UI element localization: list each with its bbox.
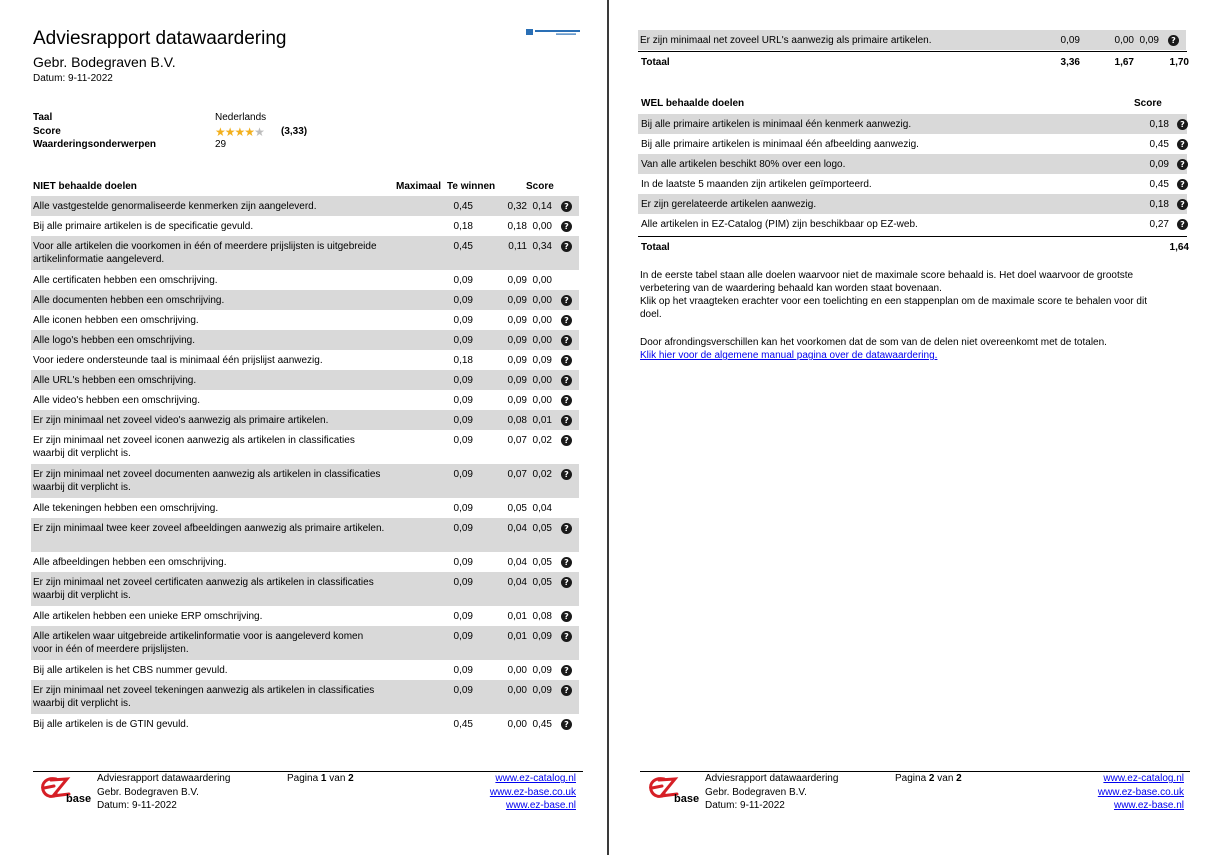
table-row: [31, 216, 579, 236]
question-circle-icon[interactable]: ?: [561, 415, 572, 426]
goal-label: Bij alle artikelen is het CBS nummer gevuld.: [33, 665, 228, 676]
goal-max: 0,09: [453, 665, 473, 676]
table-row: [31, 518, 579, 552]
report-date: Datum: 9-11-2022: [33, 73, 113, 84]
goal-score: 0,45: [1149, 179, 1169, 190]
goal-win: 0,00: [1114, 35, 1134, 46]
notes-paragraph-2: Klik op het vraagteken erachter voor een toelichting en een stappenplan om de maximale score te behalen voor dit doel.: [640, 296, 1147, 320]
goal-score: 0,45: [1149, 139, 1169, 150]
niet-total-score: 1,70: [1169, 57, 1189, 68]
subjects-label: Waarderingsonderwerpen: [33, 139, 156, 150]
question-circle-icon[interactable]: ?: [561, 469, 572, 480]
goal-win: 0,09: [507, 275, 527, 286]
goal-max: 0,09: [453, 295, 473, 306]
footer-link-ez-catalog[interactable]: www.ez-catalog.nl: [495, 773, 576, 784]
wel-column-header-score: Score: [1134, 98, 1162, 109]
question-circle-icon[interactable]: ?: [561, 631, 572, 642]
table-row: [31, 680, 579, 714]
goal-score: 0,09: [532, 355, 552, 366]
goal-max: 0,09: [453, 435, 473, 446]
goal-label: Bij alle primaire artikelen is de specificatie gevuld.: [33, 221, 254, 232]
goal-score: 0,09: [532, 665, 552, 676]
goal-win: 0,11: [508, 241, 527, 252]
question-circle-icon[interactable]: ?: [561, 355, 572, 366]
wel-table-total-row: [638, 236, 1187, 254]
wel-total-score: 1,64: [1169, 242, 1189, 253]
question-circle-icon[interactable]: ?: [561, 523, 572, 534]
goal-max: 0,09: [453, 375, 473, 386]
goal-label: Alle documenten hebben een omschrijving.: [33, 295, 225, 306]
niet-table-header: [33, 181, 578, 195]
score-label: Score: [33, 126, 61, 137]
goal-label: Er zijn minimaal net zoveel certificaten aanwezig als artikelen in classificaties waarbij dit verplicht is.: [33, 577, 374, 601]
goal-score: 0,00: [532, 295, 552, 306]
table-row: [638, 30, 1186, 50]
question-circle-icon[interactable]: ?: [561, 315, 572, 326]
wel-table-header: [640, 98, 1189, 112]
goal-score: 0,00: [532, 395, 552, 406]
table-row: [31, 410, 579, 430]
niet-table-total-row: [638, 51, 1187, 69]
goal-max: 0,09: [453, 557, 473, 568]
footer-date: Datum: 9-11-2022: [97, 800, 177, 811]
goal-max: 0,09: [453, 415, 473, 426]
goal-score: 0,14: [532, 201, 552, 212]
goal-score: 0,00: [532, 275, 552, 286]
goal-score: 0,00: [532, 221, 552, 232]
footer-company: Gebr. Bodegraven B.V.: [97, 787, 199, 798]
goal-score: 0,05: [532, 577, 552, 588]
question-circle-icon[interactable]: ?: [1177, 159, 1188, 170]
question-circle-icon[interactable]: ?: [561, 295, 572, 306]
goal-max: 0,09: [453, 577, 473, 588]
footer-title: Adviesrapport datawaardering: [97, 773, 231, 784]
table-row: [638, 114, 1187, 134]
goal-win: 0,32: [507, 201, 527, 212]
goal-score: 0,02: [532, 435, 552, 446]
goal-score: 0,34: [532, 241, 552, 252]
goal-score: 0,27: [1149, 219, 1169, 230]
table-row: [31, 552, 579, 572]
table-row: [638, 154, 1187, 174]
goal-label: Alle artikelen in EZ-Catalog (PIM) zijn beschikbaar op EZ-web.: [641, 219, 918, 230]
goal-label: Voor alle artikelen die voorkomen in één of meerdere prijslijsten is uitgebreide artikelinformatie aangeleverd.: [33, 241, 377, 265]
goal-score: 0,45: [532, 719, 552, 730]
goal-win: 0,04: [507, 577, 527, 588]
table-row: [31, 310, 579, 330]
svg-text:base: base: [66, 793, 92, 805]
goal-win: 0,09: [507, 355, 527, 366]
goal-score: 0,18: [1149, 199, 1169, 210]
goal-max: 0,09: [453, 503, 473, 514]
question-circle-icon[interactable]: ?: [561, 665, 572, 676]
goal-label: Bij alle primaire artikelen is minimaal één kenmerk aanwezig.: [641, 119, 912, 130]
question-circle-icon[interactable]: ?: [561, 241, 572, 252]
goal-label: Alle artikelen waar uitgebreide artikelinformatie voor is aangeleverd komen voor in één of meerdere prijslijsten.: [33, 631, 364, 655]
goal-score: 0,09: [1149, 159, 1169, 170]
goal-max: 0,09: [453, 611, 473, 622]
goal-score: 0,08: [532, 611, 552, 622]
table-row: [31, 660, 579, 680]
goal-score: 0,05: [532, 523, 552, 534]
star-icon: ★: [224, 125, 235, 139]
table-row: [31, 464, 579, 498]
goal-label: Er zijn minimaal net zoveel video's aanwezig als primaire artikelen.: [33, 415, 329, 426]
table-row: [31, 626, 579, 660]
notes-paragraph-3: Door afrondingsverschillen kan het voorkomen dat de som van de delen niet overeenkomt met de totalen.: [640, 337, 1107, 348]
goal-win: 0,08: [507, 415, 527, 426]
goal-win: 0,01: [507, 611, 527, 622]
goal-label: Bij alle artikelen is de GTIN gevuld.: [33, 719, 189, 730]
goal-label: Er zijn minimaal net zoveel tekeningen aanwezig als artikelen in classificaties waarbij dit verplicht is.: [33, 685, 375, 709]
goal-label: Voor iedere ondersteunde taal is minimaal één prijslijst aanwezig.: [33, 355, 323, 366]
goal-max: 0,45: [453, 241, 473, 252]
goal-win: 0,00: [507, 665, 527, 676]
goal-win: 0,09: [507, 315, 527, 326]
manual-page-link[interactable]: Klik hier voor de algemene manual pagina over de datawaardering.: [640, 350, 938, 361]
table-row: [31, 370, 579, 390]
question-circle-icon[interactable]: ?: [1177, 179, 1188, 190]
question-circle-icon[interactable]: ?: [561, 221, 572, 232]
goal-max: 0,09: [453, 685, 473, 696]
table-row: [31, 330, 579, 350]
niet-total-max: 3,36: [1060, 57, 1080, 68]
table-row: [31, 236, 579, 270]
goal-max: 0,09: [453, 395, 473, 406]
column-header-score: Score: [526, 181, 554, 192]
question-circle-icon[interactable]: ?: [561, 395, 572, 406]
question-circle-icon[interactable]: ?: [1168, 35, 1179, 46]
footer-page-number: Pagina 2 van 2: [895, 773, 962, 784]
language-label: Taal: [33, 112, 53, 123]
table-row: [31, 390, 579, 410]
goal-win: 0,07: [507, 435, 527, 446]
ez-base-logo-icon: [645, 774, 701, 810]
goal-score: 0,02: [532, 469, 552, 480]
footer-company: Gebr. Bodegraven B.V.: [705, 787, 807, 798]
subjects-value: 29: [215, 139, 227, 150]
goal-win: 0,09: [507, 395, 527, 406]
question-circle-icon[interactable]: ?: [1177, 139, 1188, 150]
goal-max: 0,45: [453, 201, 473, 212]
svg-text:base: base: [674, 793, 700, 805]
table-row: [31, 498, 579, 518]
goal-label: Alle iconen hebben een omschrijving.: [33, 315, 199, 326]
goal-label: Alle afbeeldingen hebben een omschrijving.: [33, 557, 227, 568]
goal-max: 0,09: [453, 335, 473, 346]
star-rating: [215, 125, 264, 139]
goal-label: Er zijn minimaal twee keer zoveel afbeeldingen aanwezig als primaire artikelen.: [33, 523, 385, 534]
question-circle-icon[interactable]: ?: [561, 557, 572, 568]
question-circle-icon[interactable]: ?: [561, 685, 572, 696]
goal-win: 0,01: [507, 631, 527, 642]
ez-base-logo-icon: [37, 774, 93, 810]
goal-max: 0,18: [453, 355, 473, 366]
goal-score: 0,18: [1149, 119, 1169, 130]
goal-max: 0,09: [1060, 35, 1080, 46]
star-half-icon: ★: [244, 125, 255, 139]
footer-link-ez-catalog[interactable]: www.ez-catalog.nl: [1103, 773, 1184, 784]
question-circle-icon[interactable]: ?: [561, 335, 572, 346]
table-row: [638, 134, 1187, 154]
wel-table-title: WEL behaalde doelen: [641, 98, 745, 109]
goal-label: Er zijn minimaal net zoveel URL's aanwezig als primaire artikelen.: [640, 35, 932, 46]
question-circle-icon[interactable]: ?: [1177, 119, 1188, 130]
question-circle-icon[interactable]: ?: [561, 435, 572, 446]
goal-score: 0,09: [1139, 35, 1159, 46]
goal-label: Alle video's hebben een omschrijving.: [33, 395, 201, 406]
question-circle-icon[interactable]: ?: [561, 577, 572, 588]
score-value: (3,33): [281, 126, 308, 137]
table-row: [31, 430, 579, 464]
goal-score: 0,00: [532, 335, 552, 346]
goal-win: 0,00: [507, 719, 527, 730]
goal-label: In de laatste 5 maanden zijn artikelen geïmporteerd.: [641, 179, 872, 190]
goal-win: 0,00: [507, 685, 527, 696]
goal-label: Er zijn minimaal net zoveel iconen aanwezig als artikelen in classificaties waarbij dit verplicht is.: [33, 435, 355, 459]
footer-date: Datum: 9-11-2022: [705, 800, 785, 811]
table-row: [31, 606, 579, 626]
goal-win: 0,09: [507, 295, 527, 306]
table-row: [31, 196, 579, 216]
goal-score: 0,05: [532, 557, 552, 568]
star-icon: ★: [215, 125, 225, 139]
goal-label: Alle URL's hebben een omschrijving.: [33, 375, 197, 386]
question-circle-icon[interactable]: ?: [1177, 219, 1188, 230]
star-icon: ★: [254, 125, 264, 139]
goal-max: 0,09: [453, 275, 473, 286]
goal-win: 0,18: [507, 221, 527, 232]
column-header-win: Te winnen: [447, 181, 496, 192]
goal-max: 0,09: [453, 523, 473, 534]
table-row: [31, 572, 579, 606]
goal-score: 0,00: [532, 315, 552, 326]
table-row: [638, 214, 1187, 234]
report-title: Adviesrapport datawaardering: [33, 28, 287, 49]
ez-base-mini-logo-icon: [526, 29, 581, 36]
footer-link-ez-base-nl[interactable]: www.ez-base.nl: [505, 800, 576, 811]
question-circle-icon[interactable]: ?: [561, 375, 572, 386]
footer-link-ez-base-uk[interactable]: www.ez-base.co.uk: [489, 787, 576, 798]
table-row: [31, 714, 579, 734]
goal-max: 0,09: [453, 469, 473, 480]
goal-score: 0,04: [532, 503, 552, 514]
goal-label: Alle vastgestelde genormaliseerde kenmerken zijn aangeleverd.: [33, 201, 317, 212]
question-circle-icon[interactable]: ?: [561, 719, 572, 730]
report-page-2: [609, 0, 1213, 855]
table-row: [638, 194, 1187, 214]
goal-label: Alle logo's hebben een omschrijving.: [33, 335, 196, 346]
goal-score: 0,01: [532, 415, 552, 426]
table-row: [31, 290, 579, 310]
question-circle-icon[interactable]: ?: [561, 611, 572, 622]
column-header-max: Maximaal: [396, 181, 442, 192]
star-icon: ★: [234, 125, 245, 139]
footer-page-number: Pagina 1 van 2: [287, 773, 354, 784]
language-value: Nederlands: [215, 112, 267, 123]
footer-title: Adviesrapport datawaardering: [705, 773, 839, 784]
table-row: [638, 174, 1187, 194]
goal-score: 0,09: [532, 685, 552, 696]
goal-label: Alle certificaten hebben een omschrijving.: [33, 275, 218, 286]
niet-table-title: NIET behaalde doelen: [33, 181, 137, 192]
table-row: [31, 350, 579, 370]
goal-label: Er zijn gerelateerde artikelen aanwezig.: [641, 199, 817, 210]
table-row: [31, 270, 579, 290]
goal-label: Alle tekeningen hebben een omschrijving.: [33, 503, 219, 514]
goal-win: 0,04: [507, 557, 527, 568]
footer-link-ez-base-nl[interactable]: www.ez-base.nl: [1113, 800, 1184, 811]
goal-max: 0,09: [453, 631, 473, 642]
goal-max: 0,09: [453, 315, 473, 326]
footer-link-ez-base-uk[interactable]: www.ez-base.co.uk: [1097, 787, 1184, 798]
wel-total-label: Totaal: [641, 242, 670, 253]
niet-total-label: Totaal: [641, 57, 670, 68]
goal-max: 0,18: [453, 221, 473, 232]
goal-win: 0,05: [507, 503, 527, 514]
goal-label: Alle artikelen hebben een unieke ERP omschrijving.: [33, 611, 263, 622]
company-name: Gebr. Bodegraven B.V.: [33, 54, 176, 70]
goal-max: 0,45: [453, 719, 473, 730]
goal-label: Bij alle primaire artikelen is minimaal één afbeelding aanwezig.: [641, 139, 919, 150]
goal-win: 0,09: [507, 335, 527, 346]
question-circle-icon[interactable]: ?: [1177, 199, 1188, 210]
goal-win: 0,07: [507, 469, 527, 480]
goal-label: Er zijn minimaal net zoveel documenten aanwezig als artikelen in classificaties waarbij dit verplicht is.: [33, 469, 381, 493]
goal-score: 0,00: [532, 375, 552, 386]
niet-total-win: 1,67: [1114, 57, 1134, 68]
goal-win: 0,04: [507, 523, 527, 534]
goal-win: 0,09: [507, 375, 527, 386]
goal-label: Van alle artikelen beschikt 80% over een logo.: [641, 159, 846, 170]
goal-score: 0,09: [532, 631, 552, 642]
notes-paragraph-1: In de eerste tabel staan alle doelen waarvoor niet de maximale score behaald is. Het doel waarvoor de grootste verbetering van de waardering behaald kan worden staat bovenaan.: [640, 270, 1134, 294]
question-circle-icon[interactable]: ?: [561, 201, 572, 212]
